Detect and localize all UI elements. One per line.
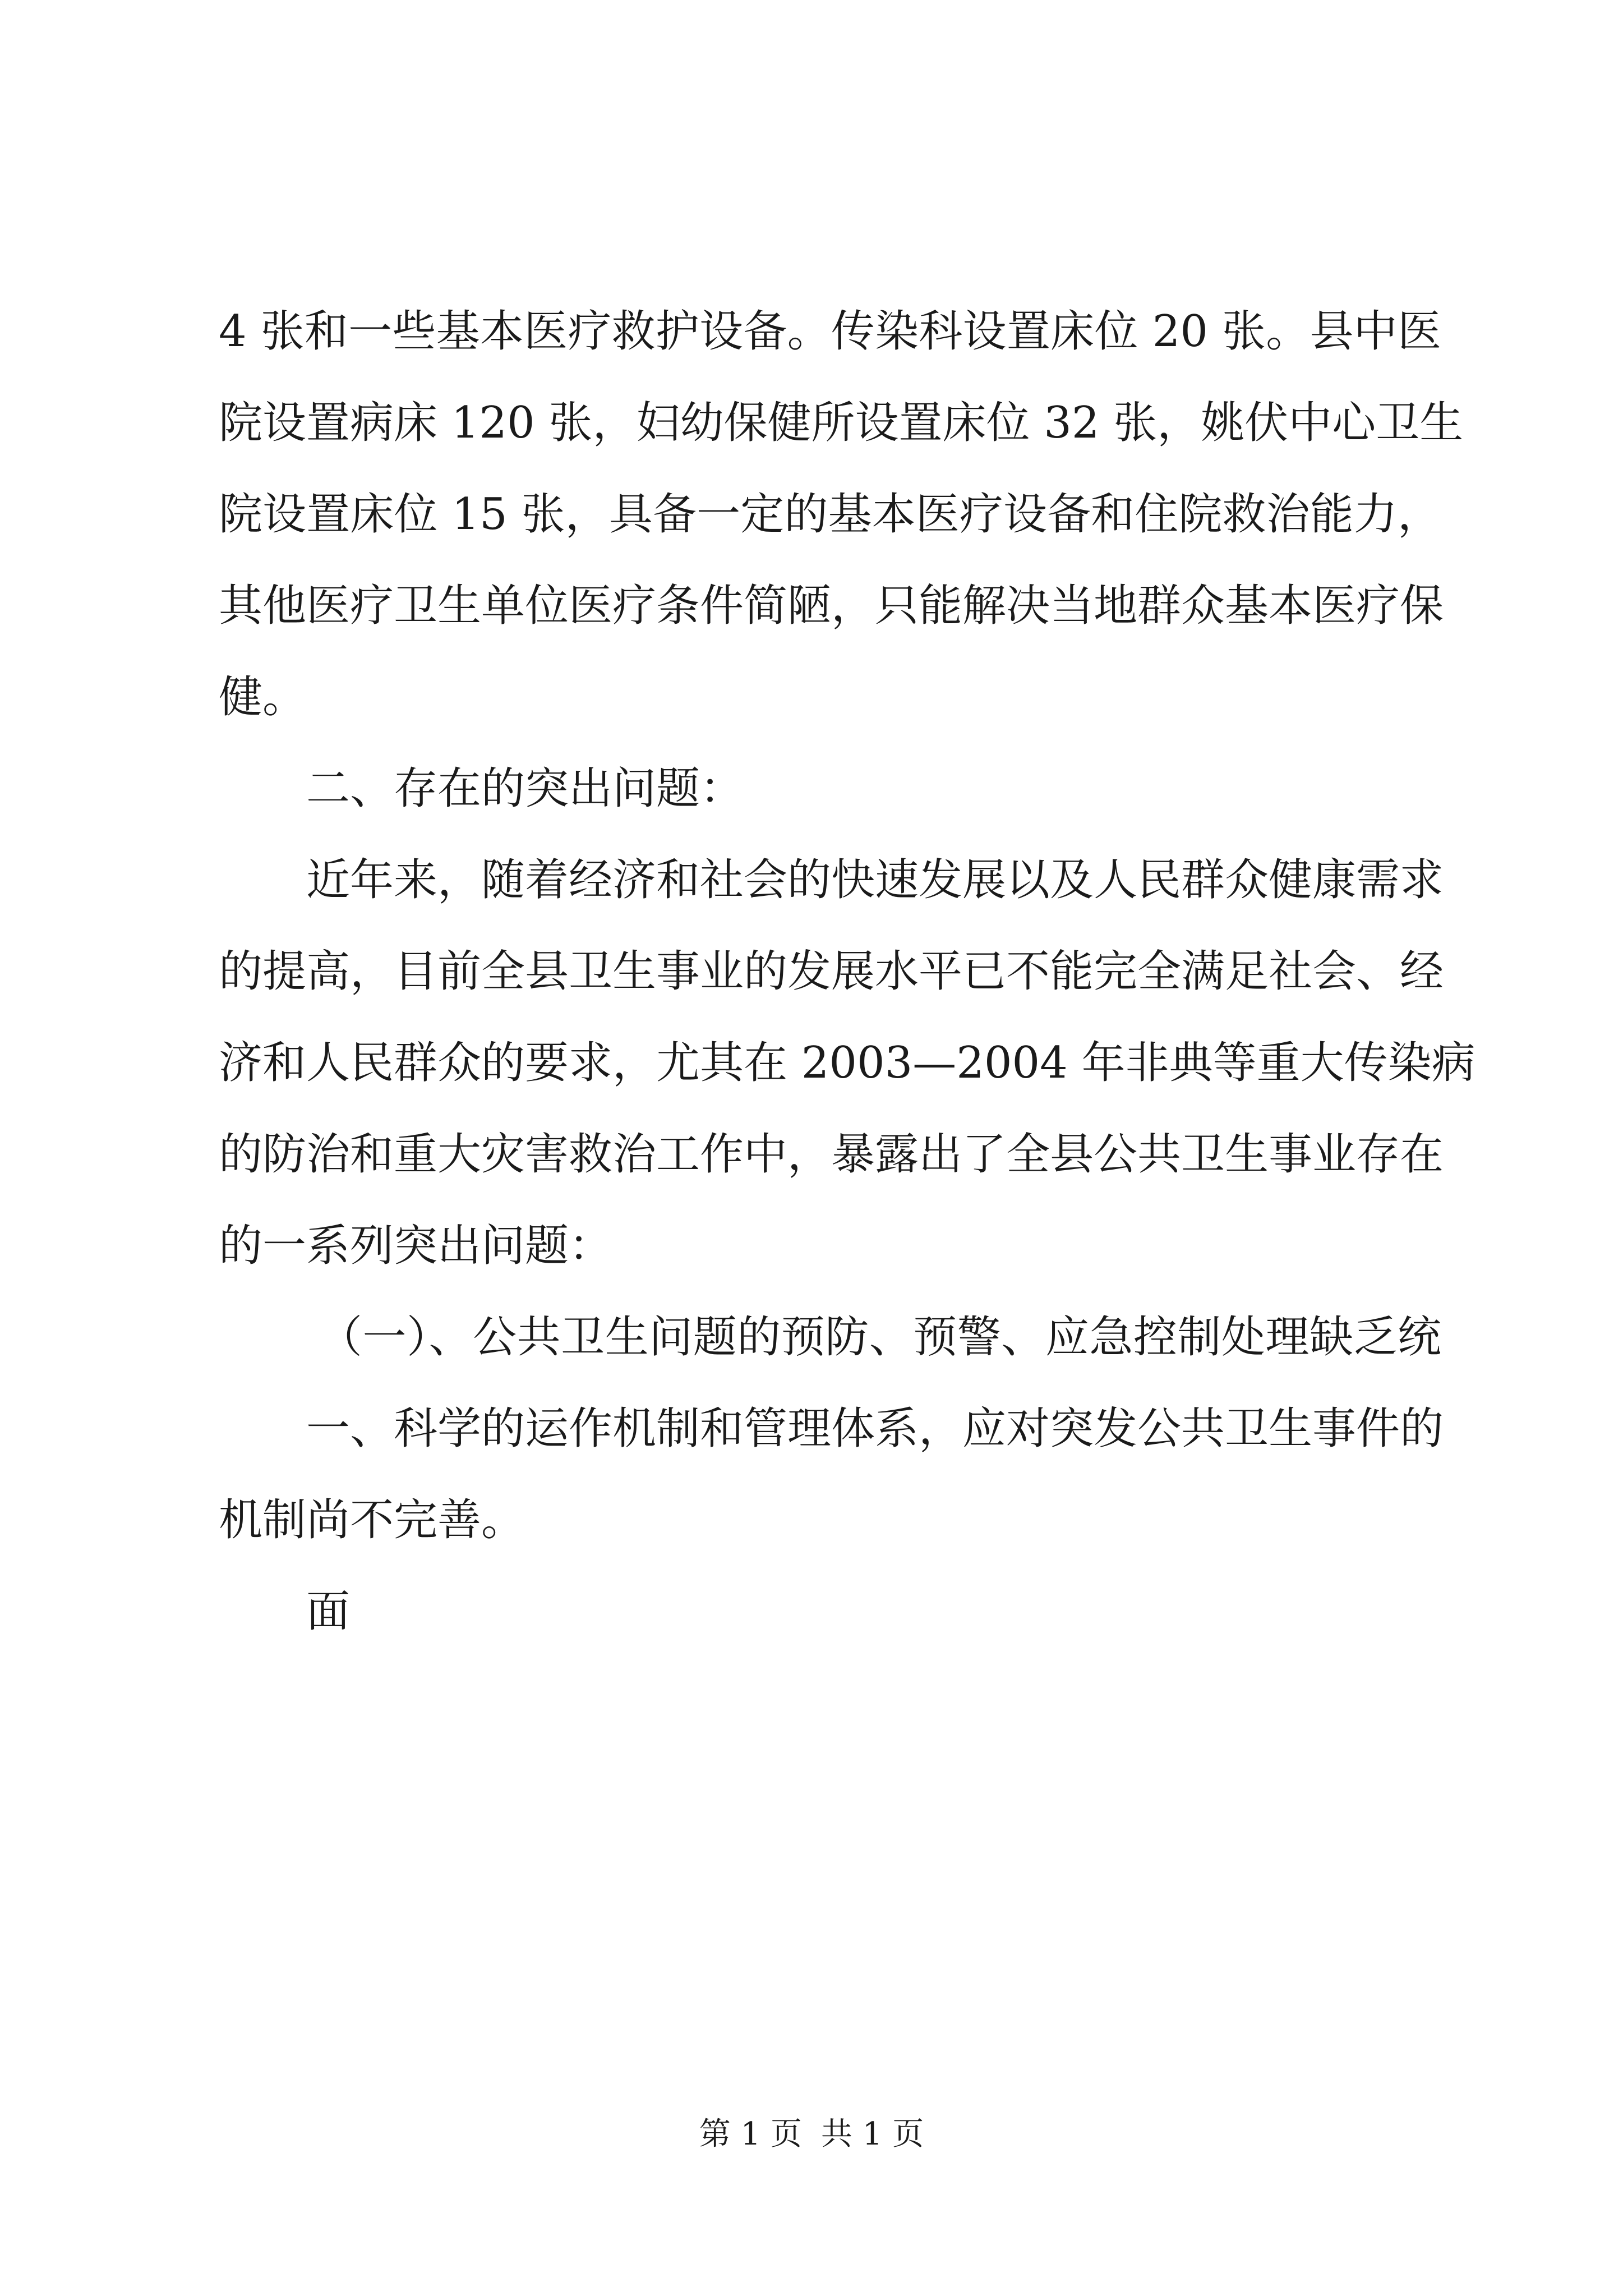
text-line: 院设置床位 15 张，具备一定的基本医疗设备和住院救治能力，: [219, 489, 1441, 540]
page-number: 第 1 页: [699, 2116, 802, 2152]
subsection-heading: （一）、公共卫生问题的预防、预警、应急控制处理缺乏统: [319, 1312, 1441, 1363]
text-line: 一、科学的运作机制和管理体系，应对突发公共卫生事件的: [306, 1404, 1444, 1454]
section-heading: 二、存在的突出问题：: [306, 763, 744, 814]
text-line: 机制尚不完善。: [219, 1495, 525, 1545]
page-footer: [0, 2112, 1623, 2157]
page-total: 共 1 页: [821, 2116, 924, 2152]
text-line: 院设置病床 120 张，妇幼保健所设置床位 32 张，姚伏中心卫生: [219, 398, 1464, 448]
text-line: 近年来，随着经济和社会的快速发展以及人民群众健康需求: [306, 855, 1444, 905]
text-line: 面: [306, 1586, 351, 1637]
text-line: 4 张和一些基本医疗救护设备。传染科设置床位 20 张。县中医: [219, 306, 1441, 357]
text-line: 的提高，目前全县卫生事业的发展水平已不能完全满足社会、经: [219, 946, 1444, 997]
text-line: 其他医疗卫生单位医疗条件简陋，只能解决当地群众基本医疗保: [219, 581, 1444, 631]
text-line: 的防治和重大灾害救治工作中，暴露出了全县公共卫生事业存在: [219, 1129, 1444, 1180]
text-line: 健。: [219, 672, 307, 723]
text-line: 的一系列突出问题：: [219, 1221, 613, 1271]
document-body: [219, 286, 1476, 1658]
text-line: 济和人民群众的要求，尤其在 2003—2004 年非典等重大传染病: [219, 1038, 1476, 1088]
